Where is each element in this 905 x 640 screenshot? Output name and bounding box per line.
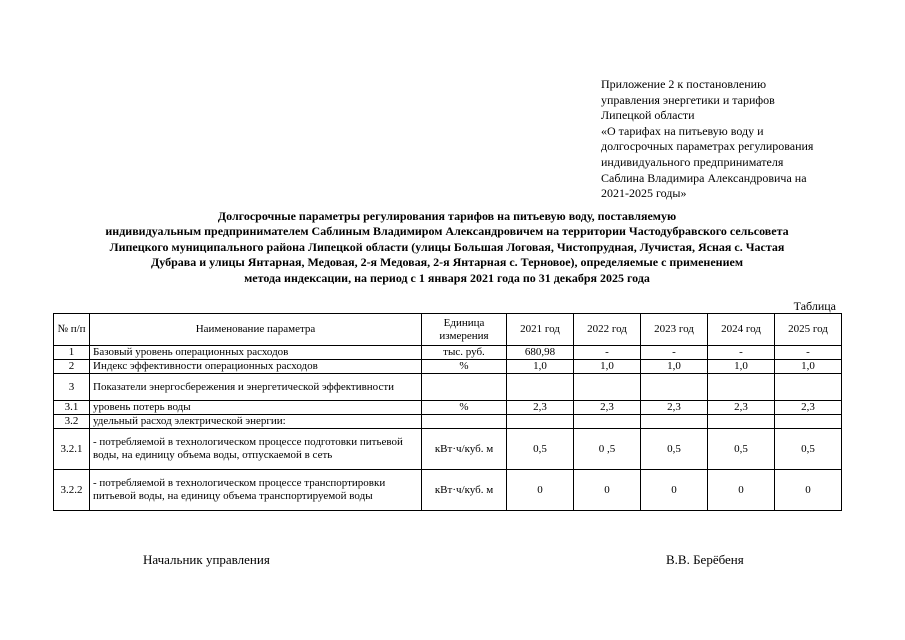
row-value: 1,0 [775, 360, 842, 374]
table-row [54, 429, 842, 470]
header-unit: Единица измерения [422, 314, 507, 346]
header-2022: 2022 год [574, 314, 641, 346]
row-value [708, 374, 775, 401]
appendix-line: индивидуального предпринимателя [601, 154, 784, 169]
title-line: Дубрава и улицы Янтарная, Медовая, 2-я Медовая, 2-я Янтарная с. Терновое), определяемые с применением [150, 255, 743, 270]
appendix-line: Саблина Владимира Александровича на [601, 170, 807, 185]
row-num: 3.2.1 [54, 429, 90, 470]
header-name: Наименование параметра [90, 314, 422, 346]
parameters-table [53, 313, 842, 511]
row-unit: % [422, 360, 507, 374]
row-value: 0,5 [641, 429, 708, 470]
row-num: 1 [54, 346, 90, 360]
header-2021: 2021 год [507, 314, 574, 346]
row-value: 0,5 [775, 429, 842, 470]
row-name: Показатели энергосбережения и энергетической эффективности [90, 374, 422, 401]
row-value [574, 374, 641, 401]
row-value [507, 415, 574, 429]
row-value: 2,3 [574, 401, 641, 415]
row-value: - [708, 346, 775, 360]
appendix-line: Липецкой области [601, 108, 695, 123]
row-value [507, 374, 574, 401]
title-line: метода индексации, на период с 1 января 2021 года по 31 декабря 2025 года [244, 270, 650, 285]
header-num: № п/п [54, 314, 90, 346]
row-value: 680,98 [507, 346, 574, 360]
signatory-name: В.В. Берёбеня [666, 552, 744, 567]
title-line: Липецкого муниципального района Липецкой области (улицы Большая Логовая, Чистопрудная, Лучистая, Ясная с. Частая [109, 239, 785, 254]
row-num: 3.2 [54, 415, 90, 429]
table-row [54, 401, 842, 415]
row-name: Базовый уровень операционных расходов [90, 346, 422, 360]
document-title [52, 209, 842, 286]
row-value: 0 [507, 470, 574, 511]
row-value: - [574, 346, 641, 360]
row-name: - потребляемой в технологическом процессе транспортировки питьевой воды, на единицу объема транспортируемой воды [90, 470, 422, 511]
header-2023: 2023 год [641, 314, 708, 346]
row-unit: кВт·ч/куб. м [422, 429, 507, 470]
table-row [54, 470, 842, 511]
row-value: - [775, 346, 842, 360]
table-row [54, 374, 842, 401]
row-value: 0 ,5 [574, 429, 641, 470]
row-value: - [641, 346, 708, 360]
table-header-row [54, 314, 842, 346]
appendix-line: Приложение 2 к постановлению [601, 77, 767, 91]
row-value [574, 415, 641, 429]
title-line: индивидуальным предпринимателем Саблиным Владимиром Александровичем на территории Частодубравского сельсовета [105, 224, 789, 239]
table-row [54, 346, 842, 360]
row-value: 2,3 [775, 401, 842, 415]
appendix-line: долгосрочных параметрах регулирования [601, 139, 814, 154]
row-value: 0,5 [708, 429, 775, 470]
row-unit [422, 415, 507, 429]
row-value [641, 374, 708, 401]
row-value: 0 [574, 470, 641, 511]
row-value: 2,3 [708, 401, 775, 415]
row-num: 2 [54, 360, 90, 374]
row-num: 3.1 [54, 401, 90, 415]
table-row [54, 415, 842, 429]
row-value: 1,0 [507, 360, 574, 374]
row-value: 0,5 [507, 429, 574, 470]
appendix-line: управления энергетики и тарифов [601, 92, 775, 107]
row-unit: тыс. руб. [422, 346, 507, 360]
row-name: удельный расход электрической энергии: [90, 415, 422, 429]
row-unit [422, 374, 507, 401]
row-unit: кВт·ч/куб. м [422, 470, 507, 511]
row-value: 2,3 [507, 401, 574, 415]
table-caption: Таблица [793, 299, 836, 313]
row-value: 2,3 [641, 401, 708, 415]
row-value: 1,0 [708, 360, 775, 374]
row-value: 0 [708, 470, 775, 511]
row-value: 0 [775, 470, 842, 511]
row-value [641, 415, 708, 429]
appendix-line: 2021-2025 годы» [601, 186, 687, 201]
title-line: Долгосрочные параметры регулирования тарифов на питьевую воду, поставляемую [217, 209, 677, 223]
row-value: 1,0 [574, 360, 641, 374]
row-num: 3 [54, 374, 90, 401]
row-unit: % [422, 401, 507, 415]
row-value: 0 [641, 470, 708, 511]
signatory-position: Начальник управления [143, 552, 270, 567]
row-value [775, 374, 842, 401]
row-num: 3.2.2 [54, 470, 90, 511]
appendix-line: «О тарифах на питьевую воду и [601, 123, 764, 138]
appendix-block [601, 77, 851, 202]
row-name: уровень потерь воды [90, 401, 422, 415]
row-value [708, 415, 775, 429]
row-name: - потребляемой в технологическом процессе подготовки питьевой воды, на единицу объема воды, отпускаемой в сеть [90, 429, 422, 470]
row-value [775, 415, 842, 429]
header-2025: 2025 год [775, 314, 842, 346]
header-2024: 2024 год [708, 314, 775, 346]
table-row [54, 360, 842, 374]
row-name: Индекс эффективности операционных расходов [90, 360, 422, 374]
row-value: 1,0 [641, 360, 708, 374]
